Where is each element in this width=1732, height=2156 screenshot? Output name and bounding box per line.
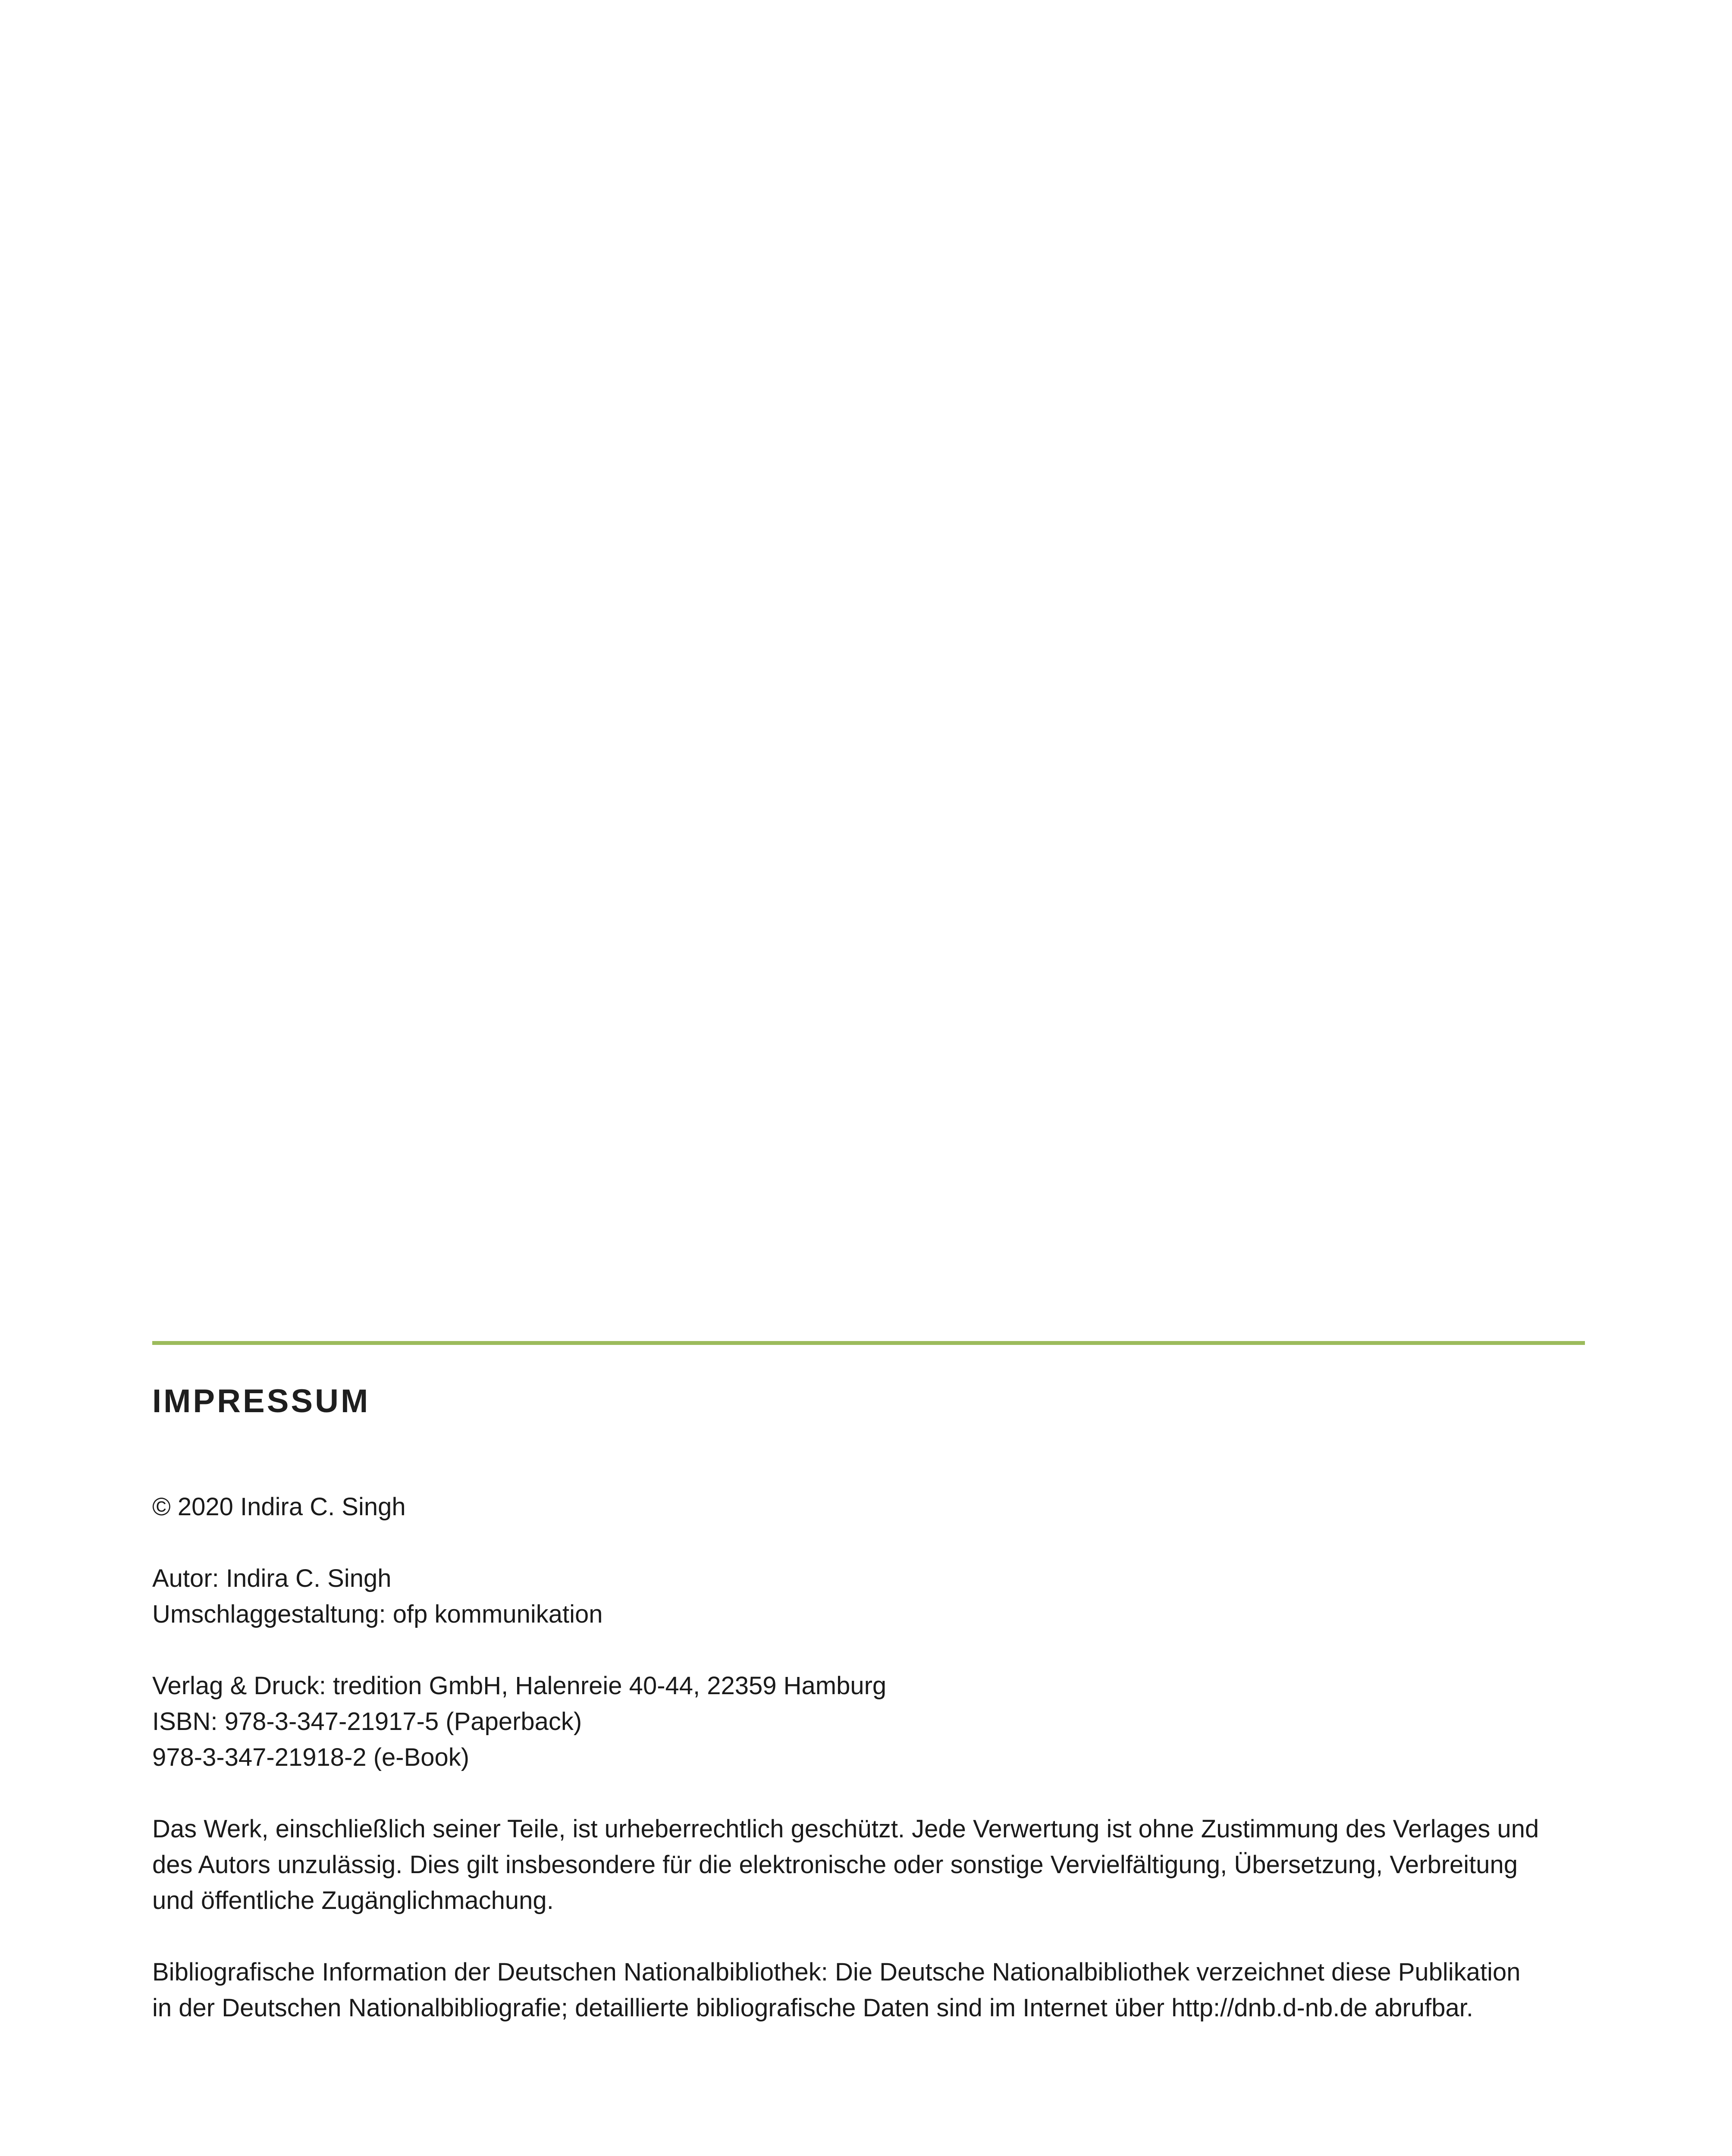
impressum-body — [152, 1489, 1610, 2026]
bibliographic-notice-line: in der Deutschen Nationalbibliografie; detaillierte bibliografische Daten sind im Internet über http://dnb.d-nb.de abrufbar. — [152, 1994, 1473, 2022]
bibliographic-notice-line: Bibliografische Information der Deutschen Nationalbibliothek: Die Deutsche Nationalbibliothek verzeichnet diese Publikation — [152, 1958, 1521, 1986]
bibliographic-notice — [152, 1954, 1610, 2026]
isbn-paperback-line: ISBN: 978-3-347-21917-5 (Paperback) — [152, 1708, 582, 1736]
copyright-line: © 2020 Indira C. Singh — [152, 1493, 406, 1521]
cover-design-line: Umschlaggestaltung: ofp kommunikation — [152, 1600, 603, 1628]
impressum-heading: IMPRESSUM — [152, 1383, 370, 1420]
publisher-block — [152, 1668, 1610, 1775]
impressum-section — [152, 1341, 1610, 2062]
copyright-notice-line: und öffentliche Zugänglichmachung. — [152, 1887, 554, 1915]
copyright-block — [152, 1489, 1610, 1525]
accent-rule — [152, 1341, 1585, 1345]
isbn-ebook-line: 978-3-347-21918-2 (e-Book) — [152, 1743, 470, 1771]
copyright-notice — [152, 1811, 1610, 1918]
credits-block — [152, 1561, 1610, 1632]
copyright-notice-line: Das Werk, einschließlich seiner Teile, ist urheberrechtlich geschützt. Jede Verwertung ist ohne Zustimmung des Verlages und — [152, 1815, 1539, 1843]
copyright-notice-line: des Autors unzulässig. Dies gilt insbesondere für die elektronische oder sonstige Vervielfältigung, Übersetzung, Verbreitung — [152, 1851, 1518, 1879]
publisher-line: Verlag & Druck: tredition GmbH, Halenreie 40-44, 22359 Hamburg — [152, 1672, 887, 1700]
author-line: Autor: Indira C. Singh — [152, 1564, 392, 1592]
